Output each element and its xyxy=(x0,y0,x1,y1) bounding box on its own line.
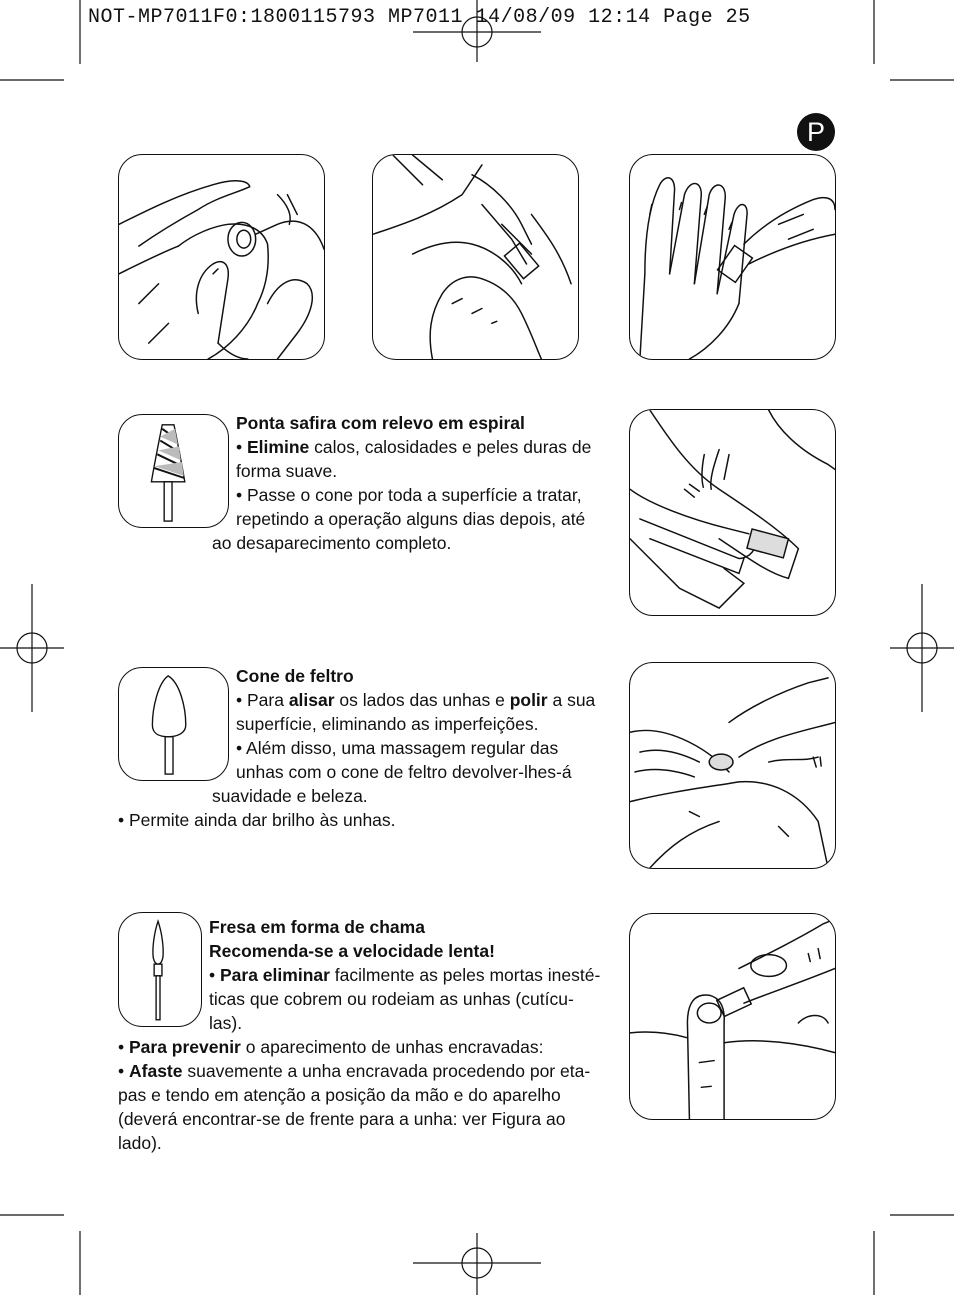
section-title: Fresa em forma de chama xyxy=(209,917,425,937)
illustration-hands-3 xyxy=(629,154,836,360)
section-title: Ponta safira com relevo em espiral xyxy=(236,413,525,433)
language-badge: P xyxy=(797,113,835,151)
section-title: Cone de feltro xyxy=(236,666,354,686)
print-header: NOT-MP7011F0:1800115793 MP7011 14/08/09 12:14 Page 25 xyxy=(88,6,751,29)
section-felt-text: Cone de feltro • Para alisar os lados das unhas e polir a sua superfície, eliminando as imperfeições. • Além disso, uma massagem regular das unhas com o cone de feltro devolver-lhes-á suavidade e beleza. • Permite ainda dar brilho às unhas. xyxy=(118,666,596,830)
illustration-hands-1 xyxy=(118,154,325,360)
section-flame-text: Fresa em forma de chama Recomenda-se a velocidade lenta! • Para eliminar facilmente as peles mortas inesté- ticas que cobrem ou rodeiam as unhas (cutícu- las). • Para prevenir o aparecimento de unhas encravadas: • Afaste suavemente a unha encravada procedendo por eta- pas e tendo em atenção a posição da mão e do aparelho (deverá encontrar-se de frente para a unha: ver Figura ao lado). xyxy=(118,917,601,1153)
illustration-nail-polish xyxy=(629,662,836,869)
illustration-hands-2 xyxy=(372,154,579,360)
illustration-cuticle xyxy=(629,913,836,1120)
illustration-foot-callus xyxy=(629,409,836,616)
section-subtitle: Recomenda-se a velocidade lenta! xyxy=(209,941,495,961)
section-sapphire-text: Ponta safira com relevo em espiral • Elimine calos, calosidades e peles duras de forma suave. • Passe o cone por toda a superfície a tratar, repetindo a operação alguns dias depois, até ao desaparecimento completo. xyxy=(212,413,592,553)
